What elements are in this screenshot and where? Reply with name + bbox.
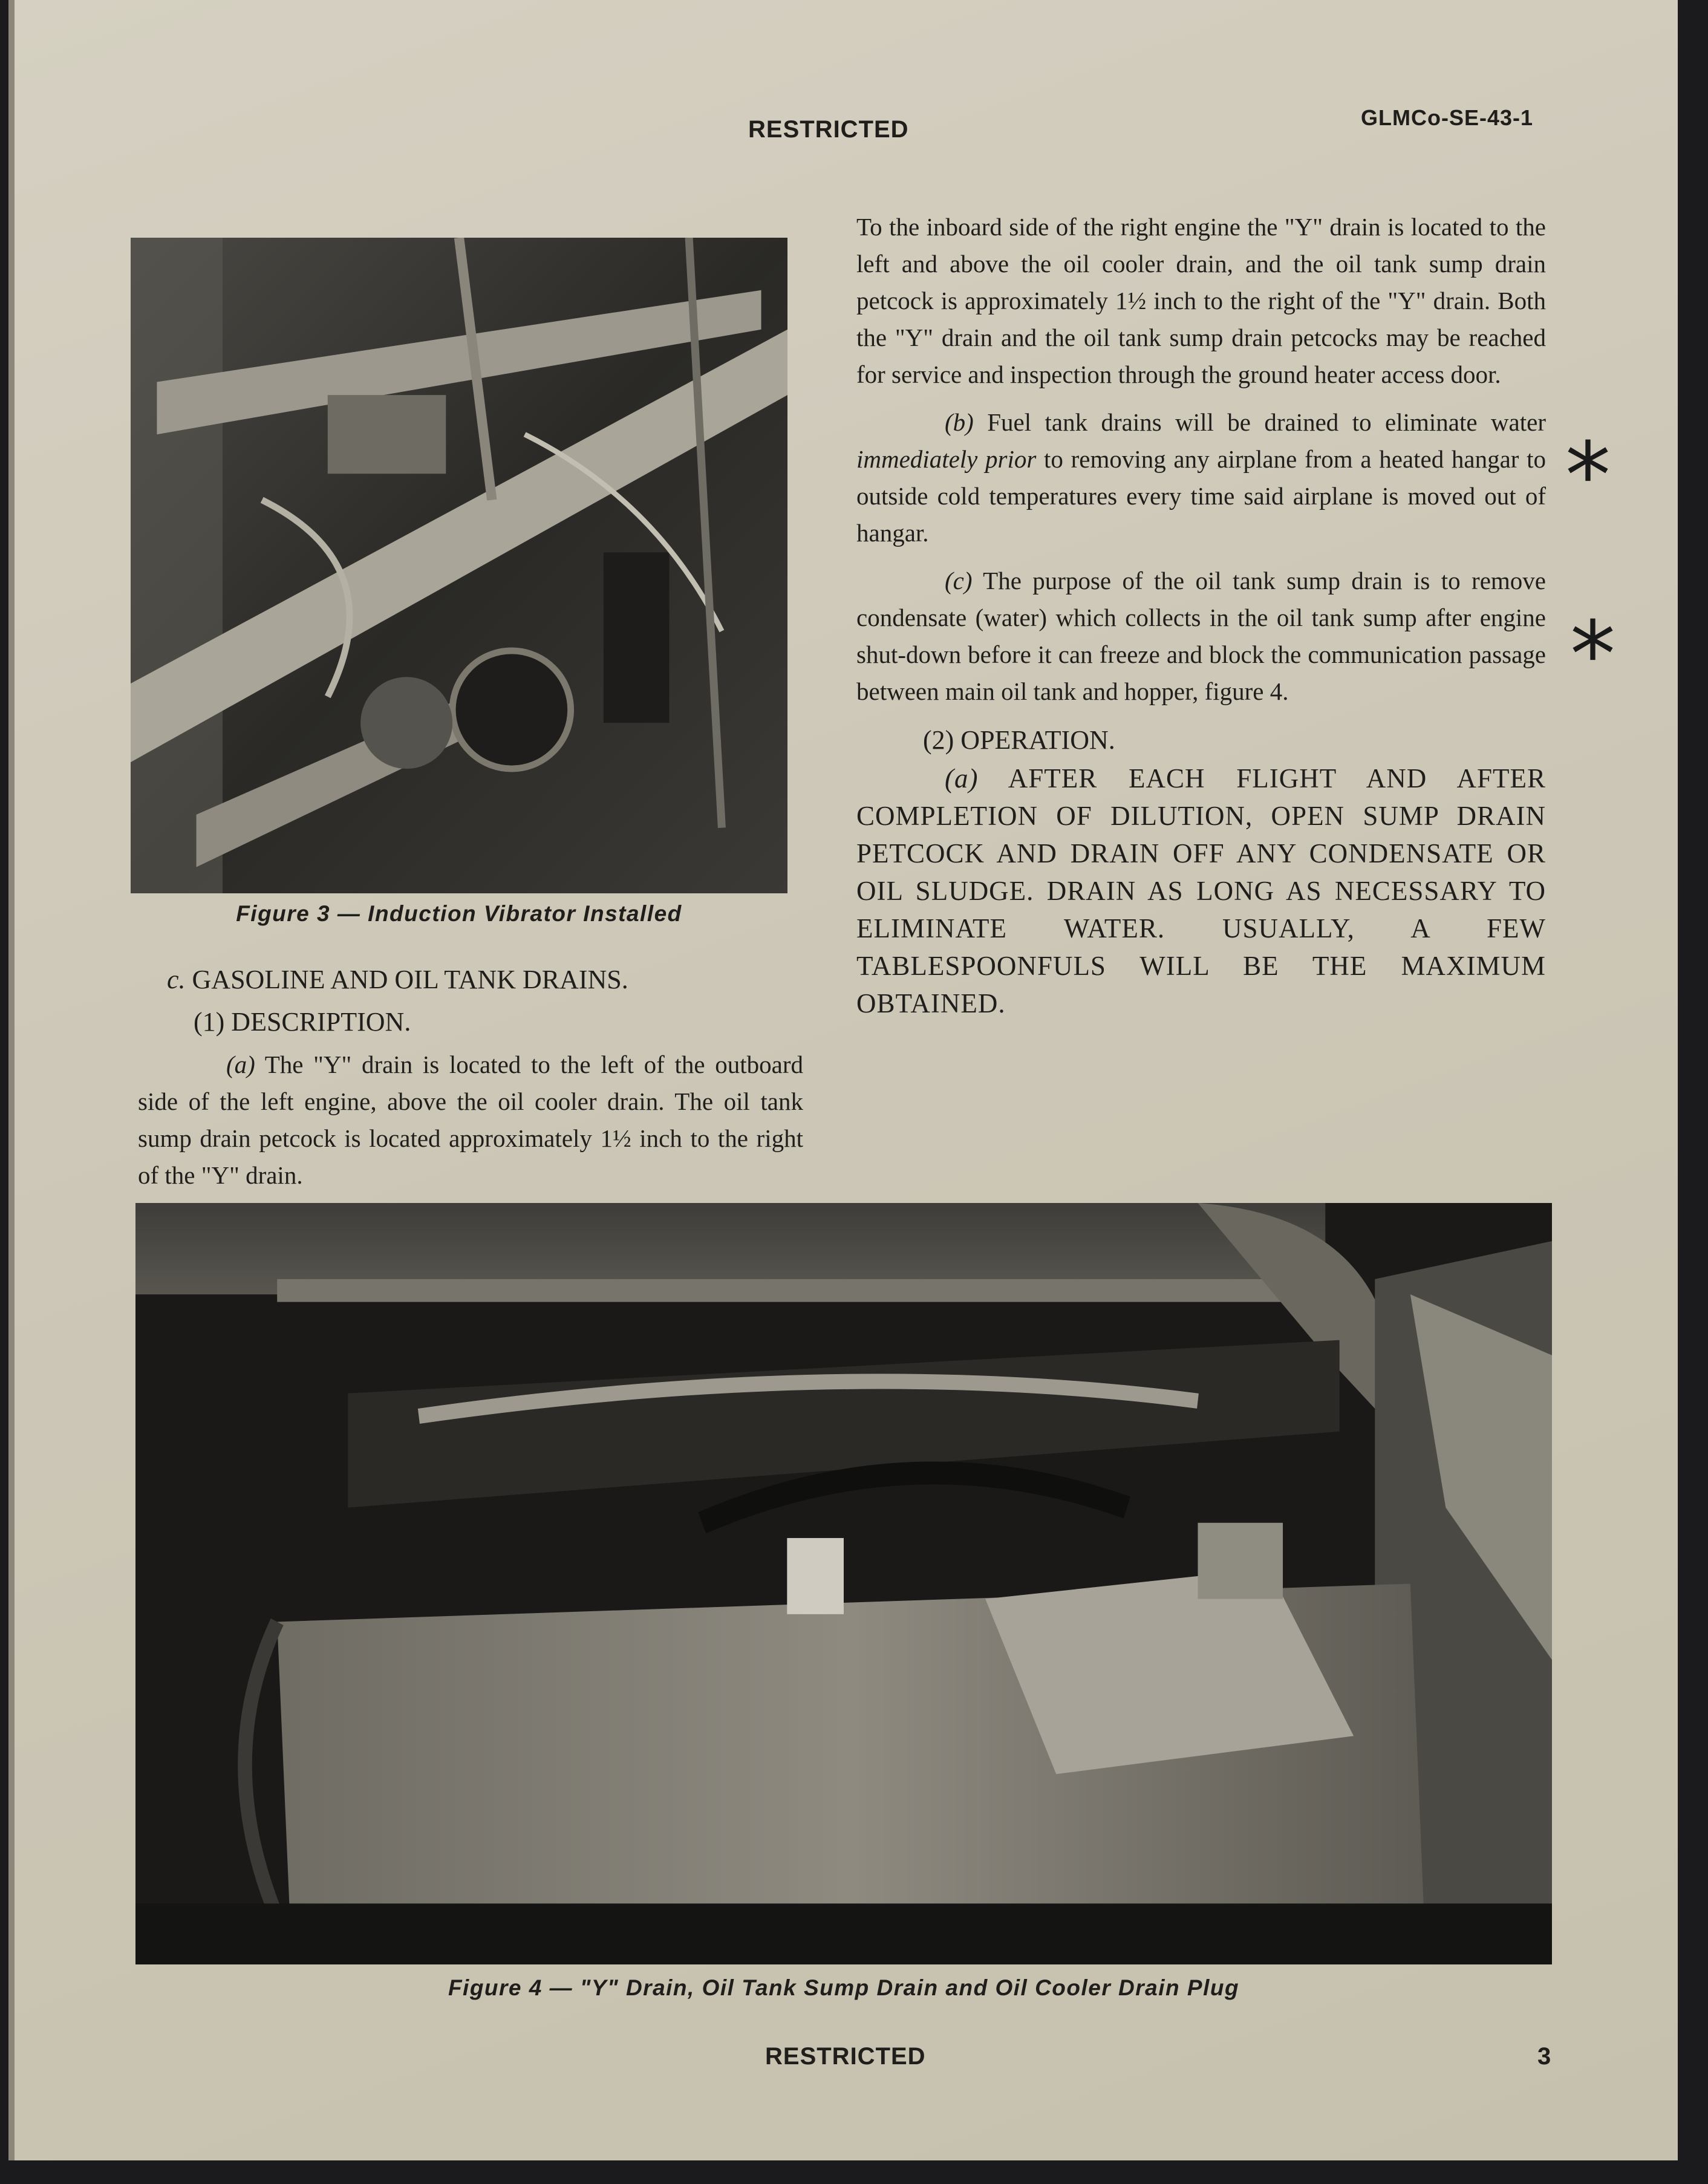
operation-a-label: (a) (945, 763, 979, 794)
right-column (856, 209, 1546, 1022)
paragraph-c-label: (c) (945, 567, 973, 595)
figure-4-photo (135, 1203, 1552, 1964)
emphasis-immediately-prior: immediately prior (856, 445, 1037, 473)
right-paragraph-1: To the inboard side of the right engine the "Y" drain is located to the left and above the oil cooler drain, and the oil tank sump drain petcock is approximately 1½ inch to the right of the "Y" drain. Both the "Y" drain and the oil tank sump drain petcocks may be reached for service and inspection through the ground heater access door. (856, 213, 1546, 388)
page-number: 3 (1537, 2043, 1552, 2070)
right-paragraph-c: (c) The purpose of the oil tank sump drain is to remove condensate (water) which collects in the oil tank sump after engine shut-down before it can freeze and block the communication passage between main oil tank and hopper, figure 4. (856, 567, 1546, 705)
section-c-heading: c. GASOLINE AND OIL TANK DRAINS. (167, 965, 628, 994)
header-restricted: RESTRICTED (748, 116, 909, 143)
operation-heading: (2) OPERATION. (923, 725, 1115, 755)
paragraph-b-label: (b) (945, 408, 974, 436)
margin-asterisk-mark-1: * (1565, 423, 1611, 529)
operation-paragraph-a: (a) AFTER EACH FLIGHT AND AFTER COMPLETION OF DILUTION, OPEN SUMP DRAIN PETCOCK AND DRAIN OFF ANY CONDENSATE OR OIL SLUDGE. DRAIN AS LONG AS NECESSARY TO ELIMINATE WATER. USUALLY, A FEW TABLESPOONFULS WILL BE THE MAXIMUM OBTAINED. (856, 763, 1546, 1019)
description-paragraph-a: (a) The "Y" drain is located to the left of the outboard side of the left engine, above the oil cooler drain. The oil tank sump drain petcock is located approximately 1½ inch to the right of the "Y" drain. (138, 1051, 803, 1189)
description-a-label: (a) (226, 1051, 255, 1078)
figure-3-photo (131, 238, 787, 893)
footer-restricted: RESTRICTED (765, 2043, 926, 2070)
page-edge (8, 0, 15, 2160)
right-paragraph-b: (b) Fuel tank drains will be drained to eliminate water immediately prior to removing any airplane from a heated hangar to outside cold temperatures every time said airplane is moved out of hangar. (856, 408, 1546, 547)
manual-page (8, 0, 1678, 2160)
left-column (138, 960, 803, 1194)
margin-asterisk-mark-2: * (1570, 602, 1615, 708)
figure-3-caption: Figure 3 — Induction Vibrator Installed (236, 901, 682, 926)
section-c-label: c. (167, 965, 186, 994)
figure-4-caption: Figure 4 — "Y" Drain, Oil Tank Sump Drain and Oil Cooler Drain Plug (448, 1975, 1240, 2000)
document-number: GLMCo-SE-43-1 (1361, 105, 1534, 130)
description-heading: (1) DESCRIPTION. (194, 1007, 411, 1037)
